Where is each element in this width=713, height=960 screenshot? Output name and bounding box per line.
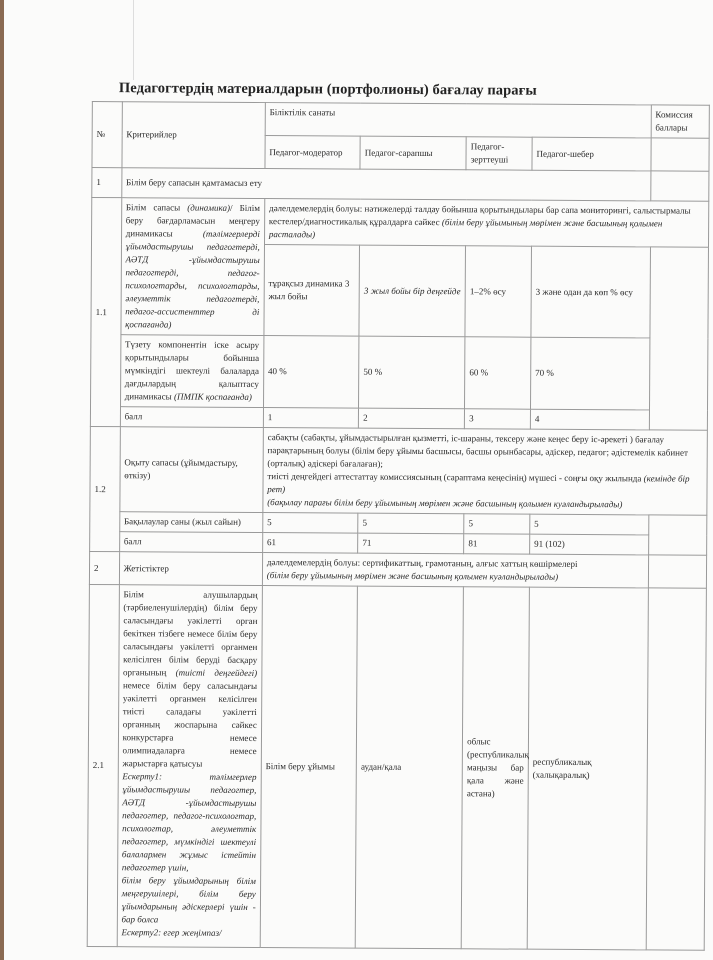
header-qualification: Біліктілік санаты — [265, 103, 651, 138]
criteria-italic: (тәлімгерлерді ұйымдастырушы педагогтерді, АӘТД -ұйымдастырушы педагогтерді, педагог-психологтарды, психологтарды, әлеуметтік педагогтерді, педагог-ассистенттер ді қоспағанда) — [125, 228, 260, 330]
value-sheber: 3 және одан да көп % өсу — [531, 246, 650, 338]
score-sarapshy: 71 — [358, 533, 464, 554]
paper-fold-line — [133, 0, 134, 80]
section-num: 1 — [92, 168, 122, 198]
note-text: білім беру ұйымдарының білім меңгерушілері, білім беру ұйымдарының әдіскерлері үшін - бар болса — [121, 875, 256, 925]
commission-cell — [651, 138, 710, 171]
commission-cell — [646, 588, 707, 950]
obs-moderator: 5 — [263, 513, 359, 534]
value-sarapshy: 3 жыл бойы бір деңгейде — [359, 245, 466, 337]
header-level-zertteushi: Педагог-зерттеуші — [466, 137, 532, 170]
evidence-italic: (бақылау парағы білім беру ұйымының мөрімен және басшының қолымен куәландырылады) — [267, 497, 623, 510]
criteria-cell — [121, 198, 265, 336]
score-zertteushi: 3 — [465, 409, 531, 429]
value-moderator: тұрақсыз динамика 3 жыл бойы — [264, 245, 360, 337]
value-zertteushi: 1–2% өсу — [465, 246, 531, 337]
score-sarapshy: 2 — [359, 408, 465, 429]
criteria-italic: (тиісті деңгейдегі) — [175, 667, 258, 679]
score-moderator: 61 — [262, 533, 358, 554]
commission-cell — [650, 171, 709, 201]
note-text: Ескерту2: егер жеңімпаз/ — [121, 927, 222, 938]
obs-zertteushi: 5 — [464, 514, 530, 534]
score-sheber: 4 — [530, 409, 649, 430]
criteria-text: Білім алушылардың (тәрбиеленушілердің) білім беру саласындағы уәкілетті орган бекіткен тізбеге немесе білім беру саласындағы уәкілетті органмен келісілген білім берудi басқару органының — [123, 589, 258, 678]
value-zertteushi: 60 % — [465, 337, 531, 409]
evidence-text: тиісті деңгейдегі аттестаттау комиссиясының (сараптама кеңесінің) мүшесі - соңғы оқу жылында — [267, 471, 642, 484]
commission-cell — [648, 555, 707, 588]
criteria-text: немесе білім беру саласындағы уәкілетті органмен келісілген тиісті саладағы уәкілетті органның жоспарына сәйкес конкурстарға немесе олимпиадаларға немесе жарыстарға қатысуы — [122, 680, 258, 769]
header-criteria: Критерийлер — [122, 102, 266, 169]
header-commission: Комиссия баллары — [651, 105, 710, 138]
header-num: № — [92, 102, 122, 168]
page-title: Педагогтердің материалдарын (портфолионы) бағалау парағы — [118, 80, 537, 99]
evidence-cell — [264, 199, 708, 248]
evidence-text: сабақты (сабақты, ұйымдастырылған қызметті, іс-шараны, тексеру және кеңес беру іс-әрекеті ) бағалау парақтарының болуы (білім беру ұйымы басшысы, басшы орынбасары, әдіскер, педагог; әдістемелік кабинет (орталық) әдіскері бағалаған); — [267, 432, 688, 469]
criteria-cell — [120, 335, 264, 408]
header-level-sarapshy: Педагог-сарапшы — [360, 136, 466, 170]
evaluation-table — [87, 101, 710, 951]
score-label: балл — [119, 532, 262, 553]
value-moderator: 40 % — [263, 336, 359, 409]
section-label: Білім беру сапасын қамтамасыз ету — [121, 168, 650, 201]
row-num: 1.1 — [90, 198, 121, 427]
commission-cell — [648, 515, 707, 555]
value-sheber: 70 % — [530, 337, 649, 410]
criteria-italic: (динамика) — [187, 202, 231, 213]
evidence-cell — [262, 553, 648, 588]
header-level-sheber: Педагог-шебер — [532, 137, 651, 171]
evidence-italic: (білім беру ұйымының мөрімен және басшының қолымен расталады) — [268, 217, 663, 240]
criteria-cell — [117, 585, 262, 948]
value-sarapshy: 50 % — [359, 336, 465, 409]
score-zertteushi: 81 — [464, 534, 530, 554]
criteria-cell: Оқыту сапасы (ұйымдастыру, өткізу) — [120, 427, 264, 513]
level-zertteushi: облыс (республикалық маңызы бар қала және астана) — [461, 587, 529, 949]
level-sarapshy: аудан/қала — [355, 586, 463, 949]
header-level-moderator: Педагог-модератор — [265, 136, 361, 170]
photo-edge — [0, 0, 4, 960]
evidence-italic: (білім беру ұйымының мөрімен және басшының қолымен куәландырылады) — [266, 570, 559, 582]
level-moderator: Білім беру ұйымы — [260, 586, 358, 949]
section-num: 2 — [89, 551, 119, 584]
evidence-cell — [263, 428, 708, 516]
score-label: балл — [120, 407, 263, 428]
row-num: 2.1 — [87, 584, 119, 946]
evidence-text: дәлелдемелердің болуы: сертификаттың, грамотаның, алғыс хаттың көшірмелері — [266, 557, 578, 569]
criteria-text: Білім сапасы — [125, 202, 181, 213]
level-sheber: республикалық (халықаралық) — [527, 587, 648, 950]
score-sheber: 91 (102) — [530, 534, 649, 555]
evidence-text: дәлелдемелердің болуы: нәтижелерді талдау бойынша қорытындылары бар сапа мониторингі, салыстырмалы кестелер/диагностикалық құралдарға сәйкес — [268, 203, 691, 228]
commission-cell — [649, 247, 708, 430]
criteria-text: / Білім беру бағдарламасын меңгеру динамикасы — [125, 202, 261, 239]
row-num: 1.2 — [90, 426, 120, 551]
section-label: Жетістіктер — [119, 552, 262, 586]
document-page — [87, 80, 710, 951]
evidence-italic: (кемінде бір рет) — [267, 473, 690, 495]
criteria-text: Түзету компонентін іске асыру қорытындылары бойынша мүмкіндігі шектеулі балаларда дағдылардың қалыптасу динамикасы — [124, 339, 260, 402]
score-moderator: 1 — [263, 408, 359, 429]
observations-label: Бақылаулар саны (жыл сайын) — [119, 512, 262, 533]
obs-sheber: 5 — [530, 514, 649, 535]
criteria-italic: (ПМПК қоспағанда) — [173, 391, 252, 402]
obs-sarapshy: 5 — [358, 513, 464, 534]
note-text: Ескерту1: тәлімгерлер ұйымдастырушы педагогтер, АӘТД -ұйымдастырушы педагогтер, педагог-психологтар, психологтар, әлеуметтік педагогтер, мүмкіндігі шектеулі балалармен жұмыс істейтін педагогтер үшін, — [121, 771, 257, 873]
